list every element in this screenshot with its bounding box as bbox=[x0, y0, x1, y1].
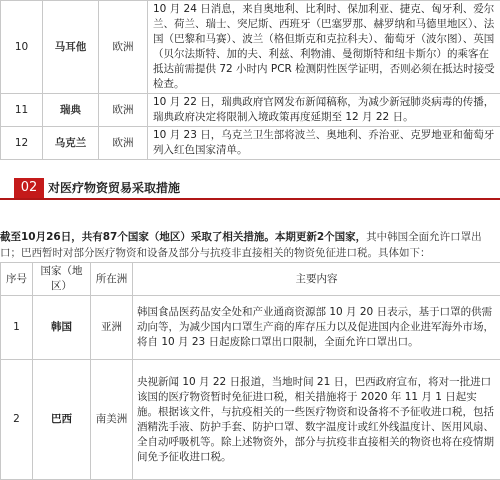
region-name: 欧洲 bbox=[99, 127, 148, 160]
intro-bold-text: 截至10月26日，共有87个国家（地区）采取了相关措施。本期更新2个国家， bbox=[0, 231, 366, 243]
table-row bbox=[1, 1, 500, 94]
row-number: 2 bbox=[1, 360, 33, 480]
table-row bbox=[1, 94, 500, 127]
intro-paragraph bbox=[0, 229, 500, 261]
row-number: 10 bbox=[1, 1, 43, 94]
header-country: 国家（地区） bbox=[33, 263, 91, 296]
header-detail: 主要内容 bbox=[133, 263, 500, 296]
row-number: 11 bbox=[1, 94, 43, 127]
header-no: 序号 bbox=[1, 263, 33, 296]
intro-text: 其中韩国全面允许口罩出口；巴西暂时对部分医疗物资和设备及部分与抗疫非直接相关的物资免征进口税。具体如下： bbox=[0, 231, 482, 259]
measure-detail: 央视新闻 10 月 22 日报道，当地时间 21 日，巴西政府宣布，将对一批进口该国的医疗物资暂时免征进口税，相关措施将于 2020 年 11 月 1 日起实施。根据该文件，与抗疫相关的一些医疗物资和设备将不予征收进口税，包括酒精洗手液、防护手套、防护口罩、数字温度计或红外线温度计、医用风扇、全自动呼吸机等。除上述物资外，部分与抗疫非直接相关的物资也将在疫情期间免予征收进口税。 bbox=[133, 360, 500, 480]
section-header bbox=[0, 178, 500, 200]
country-name: 韩国 bbox=[33, 296, 91, 360]
country-name: 瑞典 bbox=[43, 94, 99, 127]
table-row bbox=[1, 296, 500, 360]
measure-detail: 10 月 23 日，乌克兰卫生部将波兰、奥地利、乔治亚、克罗地亚和葡萄牙列入红色国家清单。 bbox=[148, 127, 500, 160]
measure-detail: 10 月 22 日，瑞典政府官网发布新闻稿称，为减少新冠肺炎病毒的传播，瑞典政府决定将限制入境政策再度延期至 12 月 22 日。 bbox=[148, 94, 500, 127]
measure-detail: 韩国食品医药品安全处和产业通商资源部 10 月 20 日表示，基于口罩的供需动向等，为减少国内口罩生产商的库存压力以及促进国内企业进军海外市场，将自 10 月 23 日起废除口罩出口限制，全面允许口罩出口。 bbox=[133, 296, 500, 360]
row-number: 1 bbox=[1, 296, 33, 360]
section-number-badge bbox=[14, 178, 44, 198]
section-number: 02 bbox=[21, 180, 38, 195]
top-measures-table bbox=[0, 0, 500, 160]
header-region: 所在洲 bbox=[91, 263, 133, 296]
row-number: 12 bbox=[1, 127, 43, 160]
table-header-row bbox=[1, 263, 500, 296]
region-name: 欧洲 bbox=[99, 1, 148, 94]
region-name: 亚洲 bbox=[91, 296, 133, 360]
table-row bbox=[1, 360, 500, 480]
section-divider bbox=[0, 198, 500, 200]
country-name: 马耳他 bbox=[43, 1, 99, 94]
measure-detail: 10 月 24 日消息，来自奥地利、比利时、保加利亚、捷克、匈牙利、爱尔兰、荷兰、瑞士、突尼斯、西班牙（巴塞罗那、赫罗纳和马德里地区）、法国（巴黎和马赛）、波兰（格但斯克和克拉科夫）、葡萄牙（波尔图）、英国（贝尔法斯特、加的夫、利兹、利物浦、曼彻斯特和纽卡斯尔）的乘客在抵达前需提供 72 小时内 PCR 检测阴性医学证明，否则必须在抵达时接受检查。 bbox=[148, 1, 500, 94]
section-title: 对医疗物资贸易采取措施 bbox=[48, 178, 180, 198]
region-name: 欧洲 bbox=[99, 94, 148, 127]
country-name: 乌克兰 bbox=[43, 127, 99, 160]
table-row bbox=[1, 127, 500, 160]
medical-trade-table bbox=[0, 262, 500, 480]
country-name: 巴西 bbox=[33, 360, 91, 480]
region-name: 南美洲 bbox=[91, 360, 133, 480]
